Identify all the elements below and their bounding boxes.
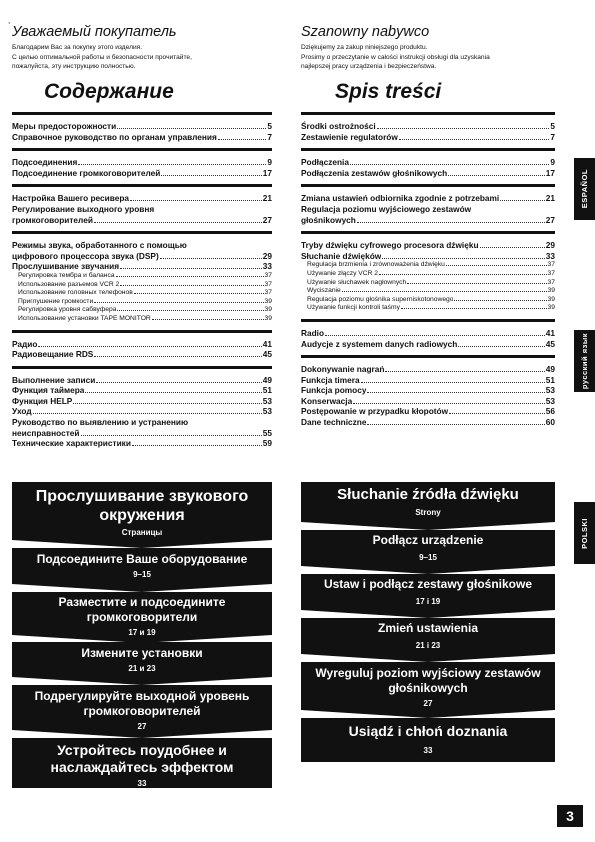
toc-leader-dots <box>94 222 262 223</box>
toc-leader-dots <box>116 276 264 277</box>
toc-page-number: 27 <box>545 214 555 225</box>
toc-entry-title: Dokonywanie nagrań <box>301 364 385 375</box>
toc-page-number: 27 <box>262 214 272 225</box>
flow-step <box>301 482 555 522</box>
toc-entry-title: Środki ostrożności <box>301 121 376 131</box>
toc-leader-dots <box>342 291 547 292</box>
toc-leader-dots <box>361 382 545 383</box>
toc-leader-dots <box>134 293 264 294</box>
toc-section <box>12 330 272 360</box>
toc-leader-dots <box>218 139 267 140</box>
toc-leader-dots <box>120 285 263 286</box>
flow-step <box>301 618 555 654</box>
toc-entry-title: Regulacja poziomu głośnika superniskotonowego <box>307 295 454 303</box>
toc-page-number: 9 <box>550 157 555 168</box>
toc-entry <box>301 406 555 417</box>
flow-step-pages: 33 <box>423 746 433 755</box>
toc-entry <box>301 193 555 204</box>
toc-page-number: 39 <box>547 304 555 312</box>
toc-entry <box>12 298 272 307</box>
toc-leader-dots <box>367 392 544 393</box>
flow-step-pages: 33 <box>137 779 147 788</box>
toc-entry-title: Использование разъемов VCR 2 <box>18 280 120 288</box>
language-tab-label: ESPAÑOL <box>580 169 589 209</box>
toc-leader-dots <box>377 128 550 129</box>
toc-leader-dots <box>446 265 547 266</box>
flow-step <box>301 530 555 566</box>
flow-arrow <box>301 522 555 530</box>
toc-entry <box>12 168 272 179</box>
toc-page-number: 49 <box>262 374 272 385</box>
flow-step-title: głośnikowych <box>388 681 468 695</box>
toc-entry <box>12 406 272 417</box>
flow-arrow <box>12 540 272 548</box>
flow-step-pages: 9–15 <box>133 570 151 579</box>
flow-step-title: громкоговорителей <box>83 704 201 718</box>
toc-leader-dots <box>73 403 261 404</box>
toc-entry <box>301 270 555 279</box>
flow-step-pages: Страницы <box>121 528 163 537</box>
toc-entry <box>12 315 272 324</box>
flow-arrow <box>12 730 272 738</box>
toc-entry <box>301 375 555 386</box>
toc-page-number: 21 <box>545 193 555 204</box>
flow-step-pages: 17 и 19 <box>128 628 156 637</box>
flow-arrow <box>301 610 555 618</box>
language-tab-polski <box>574 502 595 564</box>
toc-leader-dots <box>117 310 263 311</box>
flow-arrow <box>12 677 272 685</box>
ru-greeting-line: С целью оптимальной работы и безопасности прочитайте, <box>12 53 192 61</box>
toc-leader-dots <box>33 413 262 414</box>
toc-page-number: 29 <box>262 250 272 261</box>
toc-entry-title: Audycje z systemem danych radiowych <box>301 338 458 349</box>
toc-entry <box>301 121 555 132</box>
flow-step <box>12 482 272 540</box>
toc-leader-dots <box>480 247 545 248</box>
toc-leader-dots <box>454 300 546 301</box>
toc-entry-title: Używanie funkcji kontroli taśmy <box>307 304 400 312</box>
toc-leader-dots <box>325 335 545 336</box>
toc-entry-title: Функция HELP <box>12 395 73 406</box>
flow-step-pages: 21 i 23 <box>415 641 441 650</box>
flow-arrow <box>301 566 555 574</box>
toc-entry-title: Радиовещание RDS <box>12 349 94 360</box>
toc-entry-title: Radio <box>301 327 325 338</box>
flow-step-title: Zmień ustawienia <box>377 621 479 635</box>
toc-entry-title: Dane techniczne <box>301 417 367 428</box>
toc-entry <box>301 240 555 251</box>
toc-entry-title: Выполнение записи <box>12 374 96 385</box>
toc-entry-title: Использование установки TAPE MONITOR <box>18 314 151 322</box>
toc-entry-title: Использование головных телефонов <box>18 289 133 297</box>
flow-step-pages: 21 и 23 <box>128 664 156 673</box>
toc-entry-title: Подсоединения <box>12 157 78 168</box>
toc-page-number: 39 <box>264 297 272 305</box>
toc-entry <box>301 204 555 215</box>
toc-page-number: 51 <box>545 374 555 385</box>
toc-section <box>12 112 272 142</box>
toc-section <box>12 184 272 225</box>
flow-step <box>301 718 555 762</box>
toc-leader-dots <box>399 139 550 140</box>
toc-entry-title: громкоговорителей <box>12 214 93 225</box>
flow-step <box>12 548 272 584</box>
toc-entry <box>301 385 555 396</box>
toc-section <box>301 112 555 142</box>
toc-page-number: 37 <box>547 261 555 269</box>
toc-leader-dots <box>94 356 261 357</box>
toc-entry <box>12 204 272 215</box>
language-tab-label: русский язык <box>580 332 589 390</box>
toc-leader-dots <box>78 164 266 165</box>
toc-page-number: 7 <box>267 131 272 142</box>
toc-entry-title: Подсоединение громкоговорителей <box>12 167 161 178</box>
toc-leader-dots <box>81 435 262 436</box>
toc-entry-title: Używanie słuchawek nagłownych <box>307 278 407 286</box>
pl-greeting-title: Szanowny nabywco <box>301 24 430 40</box>
toc-page-number: 17 <box>545 167 555 178</box>
toc-entry-title: неисправностей <box>12 427 80 438</box>
flow-arrow <box>12 584 272 592</box>
toc-entry <box>301 261 555 270</box>
toc-entry-title: Справочное руководство по органам управления <box>12 131 217 142</box>
toc-entry <box>12 289 272 298</box>
toc-entry-title: Regulacja brzmienia i zrównoważenia dźwięku <box>307 261 445 269</box>
flow-step-title: Разместите и подсоедините <box>58 595 226 609</box>
toc-leader-dots <box>132 445 262 446</box>
toc-page-number: 56 <box>545 406 555 417</box>
toc-entry-title: Радио <box>12 338 38 349</box>
toc-entry <box>12 121 272 132</box>
flow-step-title: Прослушивание звукового <box>35 488 249 505</box>
toc-page-number: 53 <box>545 385 555 396</box>
toc-page-number: 37 <box>264 271 272 279</box>
toc-entry-title: Меры предосторожности <box>12 121 117 131</box>
flow-step-title: громкоговорители <box>86 610 198 624</box>
ru-toc-title: Содержание <box>44 80 174 103</box>
toc-section <box>12 148 272 178</box>
toc-entry <box>301 279 555 288</box>
toc-page-number: 45 <box>262 349 272 360</box>
toc-entry <box>12 157 272 168</box>
language-tab-espanol <box>574 158 595 220</box>
toc-page-number: 53 <box>262 406 272 417</box>
toc-entry-title: Руководство по выявлению и устранению <box>12 417 189 428</box>
toc-leader-dots <box>385 371 544 372</box>
flow-step-pages: 27 <box>423 699 433 708</box>
toc-entry <box>12 251 272 262</box>
page-number: 3 <box>557 805 583 827</box>
toc-page-number: 41 <box>545 327 555 338</box>
toc-page-number: 39 <box>547 287 555 295</box>
toc-leader-dots <box>117 128 266 129</box>
toc-entry <box>301 396 555 407</box>
toc-entry-title: Funkcja pomocy <box>301 385 367 396</box>
toc-page-number: 33 <box>262 261 272 272</box>
toc-section <box>301 355 555 428</box>
toc-entry <box>301 157 555 168</box>
toc-leader-dots <box>500 200 545 201</box>
toc-entry-title: цифрового процессора звука (DSP) <box>12 250 159 261</box>
toc-entry-title: Zestawienie regulatorów <box>301 131 398 142</box>
toc-page-number: 59 <box>262 438 272 449</box>
toc-entry <box>12 240 272 251</box>
flow-step-title: Wyreguluj poziom wyjściowy zestawów <box>315 666 541 680</box>
flow-step-pages: 17 i 19 <box>415 597 441 606</box>
toc-leader-dots <box>379 274 547 275</box>
flow-step <box>12 685 272 730</box>
toc-leader-dots <box>382 258 545 259</box>
toc-section <box>12 231 272 323</box>
flow-step-title: Устройтесь поудобнее и <box>57 742 227 758</box>
toc-entry <box>12 375 272 386</box>
toc-page-number: 17 <box>262 167 272 178</box>
toc-entry-title: Funkcja timera <box>301 374 360 385</box>
toc-leader-dots <box>401 308 547 309</box>
toc-entry-title: Настройка Вашего ресивера <box>12 193 130 204</box>
toc-entry-title: Приглушение громкости <box>18 297 94 305</box>
toc-entry <box>12 349 272 360</box>
toc-entry-title: Zmiana ustawień odbiornika zgodnie z potrzebami <box>301 193 500 204</box>
pl-table-of-contents <box>301 112 555 434</box>
toc-entry-title: Регулировка тембра и баланса <box>18 271 115 279</box>
toc-page-number: 7 <box>550 131 555 142</box>
toc-entry <box>12 306 272 315</box>
toc-page-number: 53 <box>545 395 555 406</box>
flow-step-title: Usiądź i chłoń doznania <box>348 723 508 739</box>
toc-leader-dots <box>449 413 545 414</box>
toc-entry-title: Słuchanie dźwięków <box>301 250 382 261</box>
toc-entry <box>12 339 272 350</box>
toc-leader-dots <box>85 392 261 393</box>
toc-entry <box>12 261 272 272</box>
toc-leader-dots <box>96 382 261 383</box>
toc-page-number: 37 <box>547 269 555 277</box>
toc-page-number: 39 <box>547 295 555 303</box>
flow-step-title: Подсоедините Ваше оборудование <box>36 552 248 566</box>
flow-step-pages: Strony <box>415 508 441 517</box>
flow-step-title: Słuchanie źródła dźwięku <box>337 486 519 503</box>
toc-entry-title: Уход <box>12 406 32 417</box>
toc-leader-dots <box>353 403 545 404</box>
toc-section <box>301 184 555 225</box>
toc-leader-dots <box>94 302 263 303</box>
toc-entry <box>12 281 272 290</box>
toc-leader-dots <box>120 268 262 269</box>
toc-leader-dots <box>448 175 545 176</box>
toc-section <box>12 366 272 449</box>
toc-page-number: 45 <box>545 338 555 349</box>
toc-entry <box>301 287 555 296</box>
toc-page-number: 53 <box>262 395 272 406</box>
toc-leader-dots <box>152 319 264 320</box>
toc-page-number: 37 <box>547 278 555 286</box>
flow-step <box>301 662 555 710</box>
toc-entry <box>12 438 272 449</box>
toc-entry-title: Технические характеристики <box>12 438 131 449</box>
flow-step-title: Podłącz urządzenie <box>372 533 484 547</box>
toc-entry <box>12 385 272 396</box>
toc-leader-dots <box>38 346 261 347</box>
pl-greeting-line: Prosimy o przeczytanie w całości instrukcji obsługi dla uzyskania <box>301 53 490 61</box>
toc-entry-title: Używanie złączy VCR 2 <box>307 269 378 277</box>
flow-step <box>301 574 555 610</box>
toc-leader-dots <box>160 258 262 259</box>
toc-page-number: 49 <box>545 364 555 375</box>
flow-step-title: Подрегулируйте выходной уровень <box>34 689 250 703</box>
toc-entry <box>301 304 555 313</box>
toc-entry-title: Podłączenia <box>301 157 349 168</box>
toc-page-number: 39 <box>264 306 272 314</box>
ru-greeting-text <box>12 43 274 72</box>
ru-greeting-line: пожалуйста, эту инструкцию полностью. <box>12 63 136 71</box>
flow-step-title: Ustaw i podłącz zestawy głośnikowe <box>323 577 533 591</box>
flow-step <box>12 592 272 635</box>
toc-entry <box>12 417 272 428</box>
toc-section <box>301 231 555 313</box>
toc-entry <box>301 215 555 226</box>
pl-greeting-line: najlepszej pracy urządzenia i bezpieczeństwa. <box>301 63 437 71</box>
toc-page-number: 9 <box>267 157 272 168</box>
toc-entry-title: Функция таймера <box>12 385 85 396</box>
toc-page-number: 37 <box>264 280 272 288</box>
toc-entry <box>301 364 555 375</box>
ru-table-of-contents <box>12 112 272 455</box>
toc-entry <box>301 132 555 143</box>
toc-leader-dots <box>350 164 549 165</box>
toc-page-number: 51 <box>262 385 272 396</box>
toc-entry-title: Podłączenia zestawów głośnikowych <box>301 167 448 178</box>
toc-entry-title: Wyciszanie <box>307 287 341 295</box>
toc-page-number: 39 <box>264 314 272 322</box>
toc-entry <box>301 251 555 262</box>
toc-entry <box>301 328 555 339</box>
toc-entry <box>301 417 555 428</box>
toc-page-number: 5 <box>550 121 555 131</box>
toc-entry-title: Прослушивание звучания <box>12 261 120 272</box>
toc-entry <box>301 339 555 350</box>
corner-mark: , <box>8 16 11 25</box>
toc-entry-title: Регулировка уровня сабвуфера <box>18 306 117 314</box>
toc-leader-dots <box>357 222 545 223</box>
flow-arrow <box>301 654 555 662</box>
toc-leader-dots <box>161 175 261 176</box>
toc-page-number: 33 <box>545 250 555 261</box>
toc-page-number: 5 <box>267 121 272 131</box>
flow-step-title: окружения <box>99 507 185 524</box>
toc-page-number: 41 <box>262 338 272 349</box>
pl-greeting-text <box>301 43 563 72</box>
flow-arrow <box>301 710 555 718</box>
flow-step <box>12 738 272 788</box>
toc-entry <box>12 272 272 281</box>
language-tab-label: POLSKI <box>580 517 589 549</box>
toc-page-number: 21 <box>262 193 272 204</box>
pl-toc-title: Spis treści <box>335 80 442 103</box>
toc-entry <box>301 296 555 305</box>
ru-greeting-line: Благодарим Вас за покупку этого изделия. <box>12 44 143 51</box>
toc-page-number: 29 <box>545 240 555 251</box>
toc-entry <box>12 132 272 143</box>
ru-greeting-title: Уважаемый покупатель <box>12 24 177 40</box>
toc-entry-title: Регулирование выходного уровня <box>12 203 155 214</box>
toc-entry <box>12 396 272 407</box>
language-tab-russian <box>574 330 595 392</box>
toc-entry <box>301 168 555 179</box>
toc-page-number: 55 <box>262 427 272 438</box>
toc-leader-dots <box>407 283 546 284</box>
flow-step-pages: 27 <box>137 722 147 731</box>
flow-step <box>12 642 272 677</box>
toc-entry <box>12 193 272 204</box>
toc-page-number: 37 <box>264 289 272 297</box>
pl-greeting-line: Dziękujemy za zakup niniejszego produktu. <box>301 44 428 51</box>
toc-entry-title: Режимы звука, обработанного с помощью <box>12 240 187 251</box>
toc-leader-dots <box>367 424 544 425</box>
toc-leader-dots <box>458 346 544 347</box>
toc-entry-title: Konserwacja <box>301 395 353 406</box>
flow-step-title: Измените установки <box>81 646 203 660</box>
toc-entry-title: Tryby dźwięku cyfrowego procesora dźwięku <box>301 240 479 251</box>
toc-section <box>301 148 555 178</box>
flow-step-title: наслаждайтесь эффектом <box>50 759 234 775</box>
flow-step-pages: 9–15 <box>419 553 437 562</box>
toc-page-number: 60 <box>545 417 555 428</box>
toc-entry-title: głośnikowych <box>301 214 356 225</box>
toc-entry <box>12 428 272 439</box>
toc-entry <box>12 215 272 226</box>
toc-leader-dots <box>130 200 262 201</box>
toc-section <box>301 319 555 349</box>
toc-entry-title: Regulacja poziomu wyjściowego zestawów <box>301 203 472 214</box>
toc-entry-title: Postępowanie w przypadku kłopotów <box>301 406 449 417</box>
